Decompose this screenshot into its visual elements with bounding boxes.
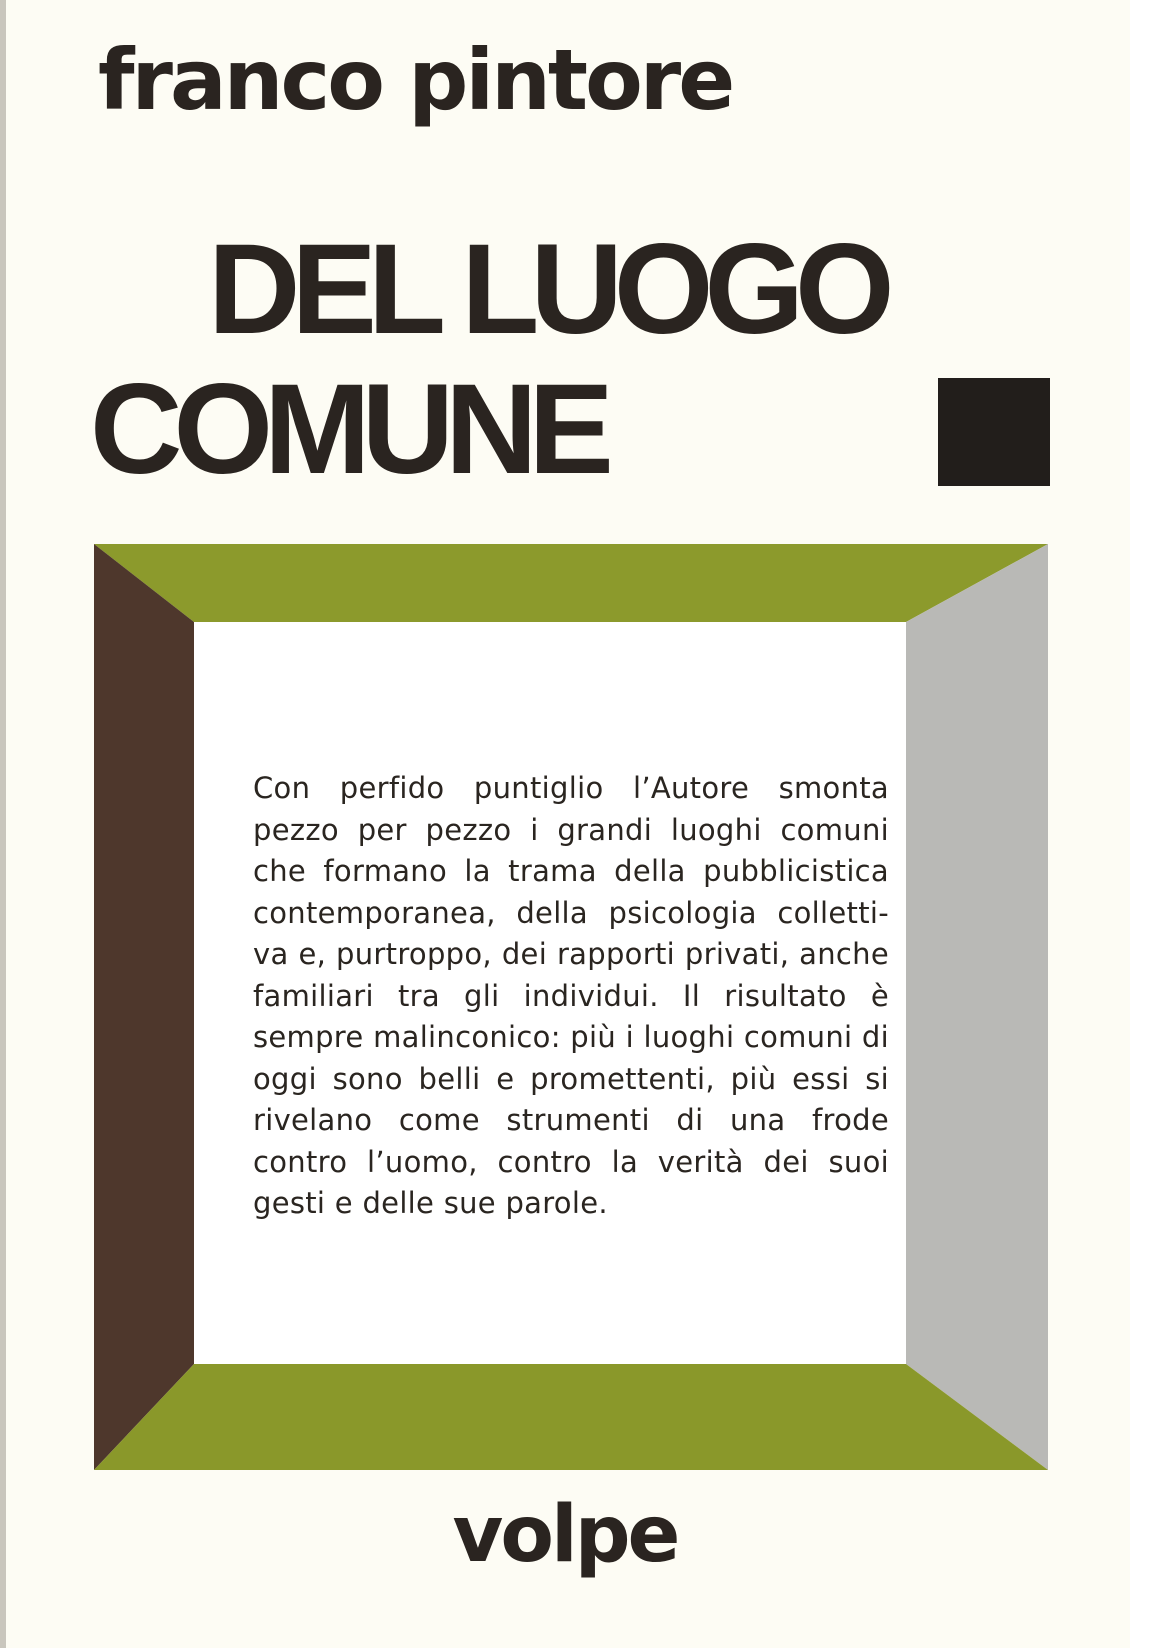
frame-top-bevel [94, 544, 1048, 622]
frame-bottom-bevel [94, 1364, 1048, 1470]
author-name: franco pintore [98, 31, 733, 129]
black-square-ornament [938, 378, 1050, 486]
frame-left-bevel [94, 544, 194, 1470]
book-title-line-2: COMUNE [90, 358, 605, 501]
back-blurb-text: Con perfido puntiglio l’Autore smonta pezzo per pezzo i grandi luoghi comuni che formano la trama della pubblicistica contemporanea, della psicologia colletti-va e, purtroppo, dei rapporti privati, anche familiari tra gli individui. Il risultato è sempre malinconico: più i luoghi comuni di oggi sono belli e promettenti, più essi si rivelano come strumenti di una frode contro l’uomo, contro la verità dei suoi gesti e delle sue parole. [253, 771, 889, 1220]
cover-left-edge [0, 0, 6, 1648]
frame-right-bevel [906, 544, 1048, 1470]
publisher-name: volpe [452, 1490, 678, 1580]
cover-right-edge [1130, 0, 1152, 1648]
book-title-line-1: DEL LUOGO [208, 218, 886, 361]
